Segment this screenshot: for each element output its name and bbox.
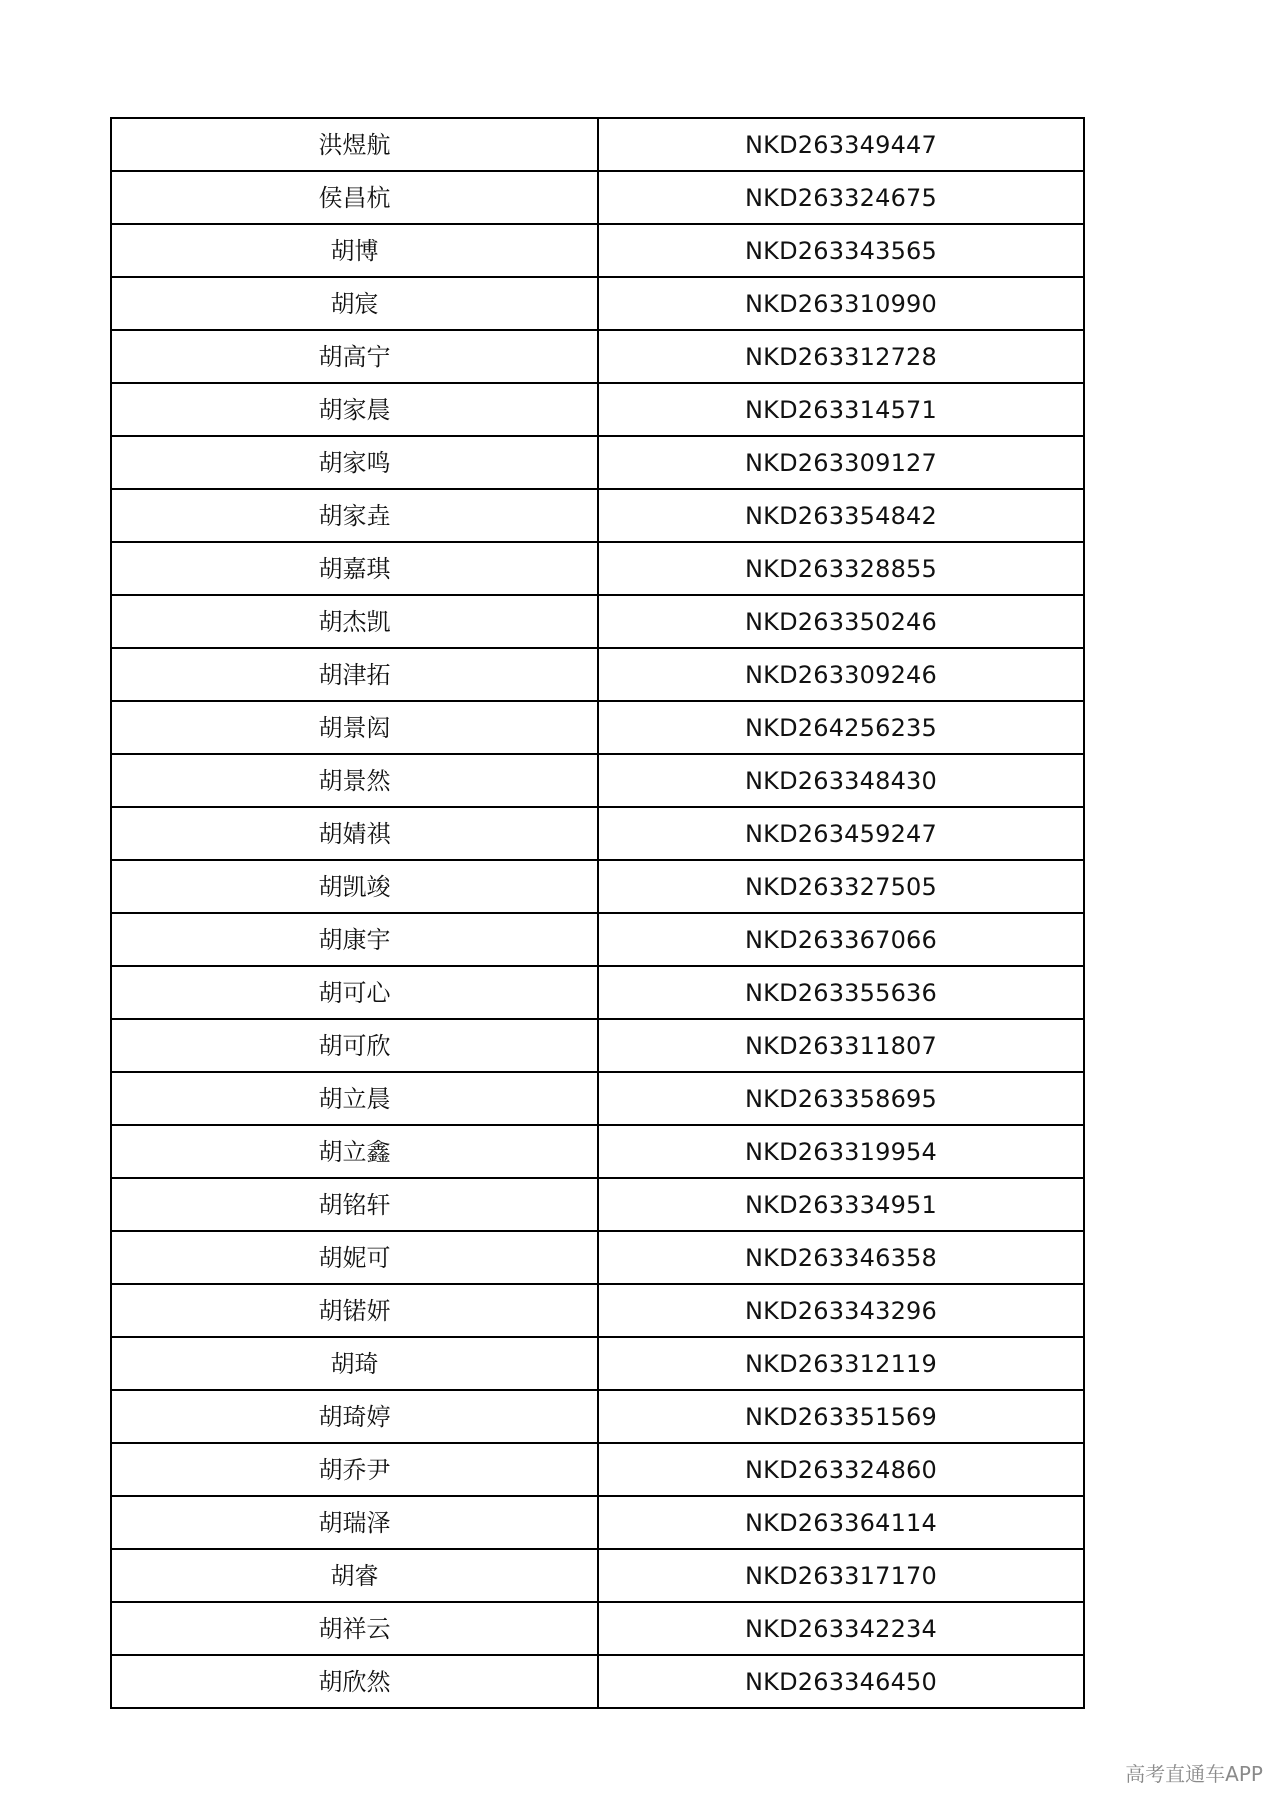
table-row	[111, 1496, 1084, 1549]
student-name-cell: 胡琦婷	[111, 1390, 598, 1443]
table-row	[111, 383, 1084, 436]
roster-table-body	[111, 118, 1084, 1708]
student-name-cell: 胡高宁	[111, 330, 598, 383]
table-row	[111, 807, 1084, 860]
student-name-cell: 侯昌杭	[111, 171, 598, 224]
table-row	[111, 171, 1084, 224]
student-name-cell: 胡立鑫	[111, 1125, 598, 1178]
registration-number-cell: NKD263334951	[598, 1178, 1084, 1231]
student-name-cell: 胡欣然	[111, 1655, 598, 1708]
registration-number-cell: NKD263317170	[598, 1549, 1084, 1602]
student-name-cell: 胡凯竣	[111, 860, 598, 913]
student-name-cell: 胡琦	[111, 1337, 598, 1390]
student-name-cell: 胡宸	[111, 277, 598, 330]
table-row	[111, 1549, 1084, 1602]
student-name-cell: 胡博	[111, 224, 598, 277]
registration-number-cell: NKD263367066	[598, 913, 1084, 966]
registration-number-cell: NKD263310990	[598, 277, 1084, 330]
table-row	[111, 436, 1084, 489]
student-name-cell: 胡瑞泽	[111, 1496, 598, 1549]
table-row	[111, 754, 1084, 807]
registration-number-cell: NKD263346358	[598, 1231, 1084, 1284]
table-row	[111, 701, 1084, 754]
registration-number-cell: NKD263459247	[598, 807, 1084, 860]
table-row	[111, 330, 1084, 383]
registration-number-cell: NKD263309246	[598, 648, 1084, 701]
registration-number-cell: NKD263312119	[598, 1337, 1084, 1390]
registration-number-cell: NKD263319954	[598, 1125, 1084, 1178]
roster-table	[110, 117, 1085, 1709]
student-name-cell: 胡可欣	[111, 1019, 598, 1072]
student-name-cell: 胡景闳	[111, 701, 598, 754]
student-name-cell: 胡津拓	[111, 648, 598, 701]
registration-number-cell: NKD263358695	[598, 1072, 1084, 1125]
watermark: 高考直通车APP	[1125, 1762, 1263, 1786]
student-name-cell: 胡景然	[111, 754, 598, 807]
registration-number-cell: NKD263346450	[598, 1655, 1084, 1708]
registration-number-cell: NKD263328855	[598, 542, 1084, 595]
table-row	[111, 913, 1084, 966]
student-name-cell: 胡家晨	[111, 383, 598, 436]
table-row	[111, 1072, 1084, 1125]
table-row	[111, 1125, 1084, 1178]
student-name-cell: 胡立晨	[111, 1072, 598, 1125]
registration-number-cell: NKD263349447	[598, 118, 1084, 171]
student-name-cell: 胡家垚	[111, 489, 598, 542]
student-name-cell: 洪煜航	[111, 118, 598, 171]
table-row	[111, 648, 1084, 701]
table-row	[111, 277, 1084, 330]
student-name-cell: 胡婧祺	[111, 807, 598, 860]
registration-number-cell: NKD263327505	[598, 860, 1084, 913]
table-row	[111, 118, 1084, 171]
registration-number-cell: NKD263348430	[598, 754, 1084, 807]
table-row	[111, 1655, 1084, 1708]
table-row	[111, 966, 1084, 1019]
registration-number-cell: NKD263312728	[598, 330, 1084, 383]
student-name-cell: 胡睿	[111, 1549, 598, 1602]
table-row	[111, 1284, 1084, 1337]
student-name-cell: 胡嘉琪	[111, 542, 598, 595]
table-row	[111, 595, 1084, 648]
registration-number-cell: NKD263343296	[598, 1284, 1084, 1337]
registration-number-cell: NKD264256235	[598, 701, 1084, 754]
table-row	[111, 1178, 1084, 1231]
student-name-cell: 胡康宇	[111, 913, 598, 966]
registration-number-cell: NKD263309127	[598, 436, 1084, 489]
table-row	[111, 542, 1084, 595]
registration-number-cell: NKD263342234	[598, 1602, 1084, 1655]
registration-number-cell: NKD263350246	[598, 595, 1084, 648]
student-name-cell: 胡杰凯	[111, 595, 598, 648]
registration-number-cell: NKD263314571	[598, 383, 1084, 436]
registration-number-cell: NKD263324675	[598, 171, 1084, 224]
table-row	[111, 489, 1084, 542]
registration-number-cell: NKD263351569	[598, 1390, 1084, 1443]
registration-number-cell: NKD263355636	[598, 966, 1084, 1019]
table-row	[111, 224, 1084, 277]
student-name-cell: 胡铭轩	[111, 1178, 598, 1231]
table-row	[111, 860, 1084, 913]
table-row	[111, 1019, 1084, 1072]
registration-number-cell: NKD263311807	[598, 1019, 1084, 1072]
student-name-cell: 胡锘妍	[111, 1284, 598, 1337]
registration-number-cell: NKD263324860	[598, 1443, 1084, 1496]
table-row	[111, 1602, 1084, 1655]
table-row	[111, 1231, 1084, 1284]
student-name-cell: 胡妮可	[111, 1231, 598, 1284]
table-row	[111, 1337, 1084, 1390]
table-row	[111, 1443, 1084, 1496]
table-row	[111, 1390, 1084, 1443]
student-name-cell: 胡乔尹	[111, 1443, 598, 1496]
registration-number-cell: NKD263354842	[598, 489, 1084, 542]
registration-number-cell: NKD263343565	[598, 224, 1084, 277]
registration-number-cell: NKD263364114	[598, 1496, 1084, 1549]
student-name-cell: 胡可心	[111, 966, 598, 1019]
student-name-cell: 胡祥云	[111, 1602, 598, 1655]
student-name-cell: 胡家鸣	[111, 436, 598, 489]
